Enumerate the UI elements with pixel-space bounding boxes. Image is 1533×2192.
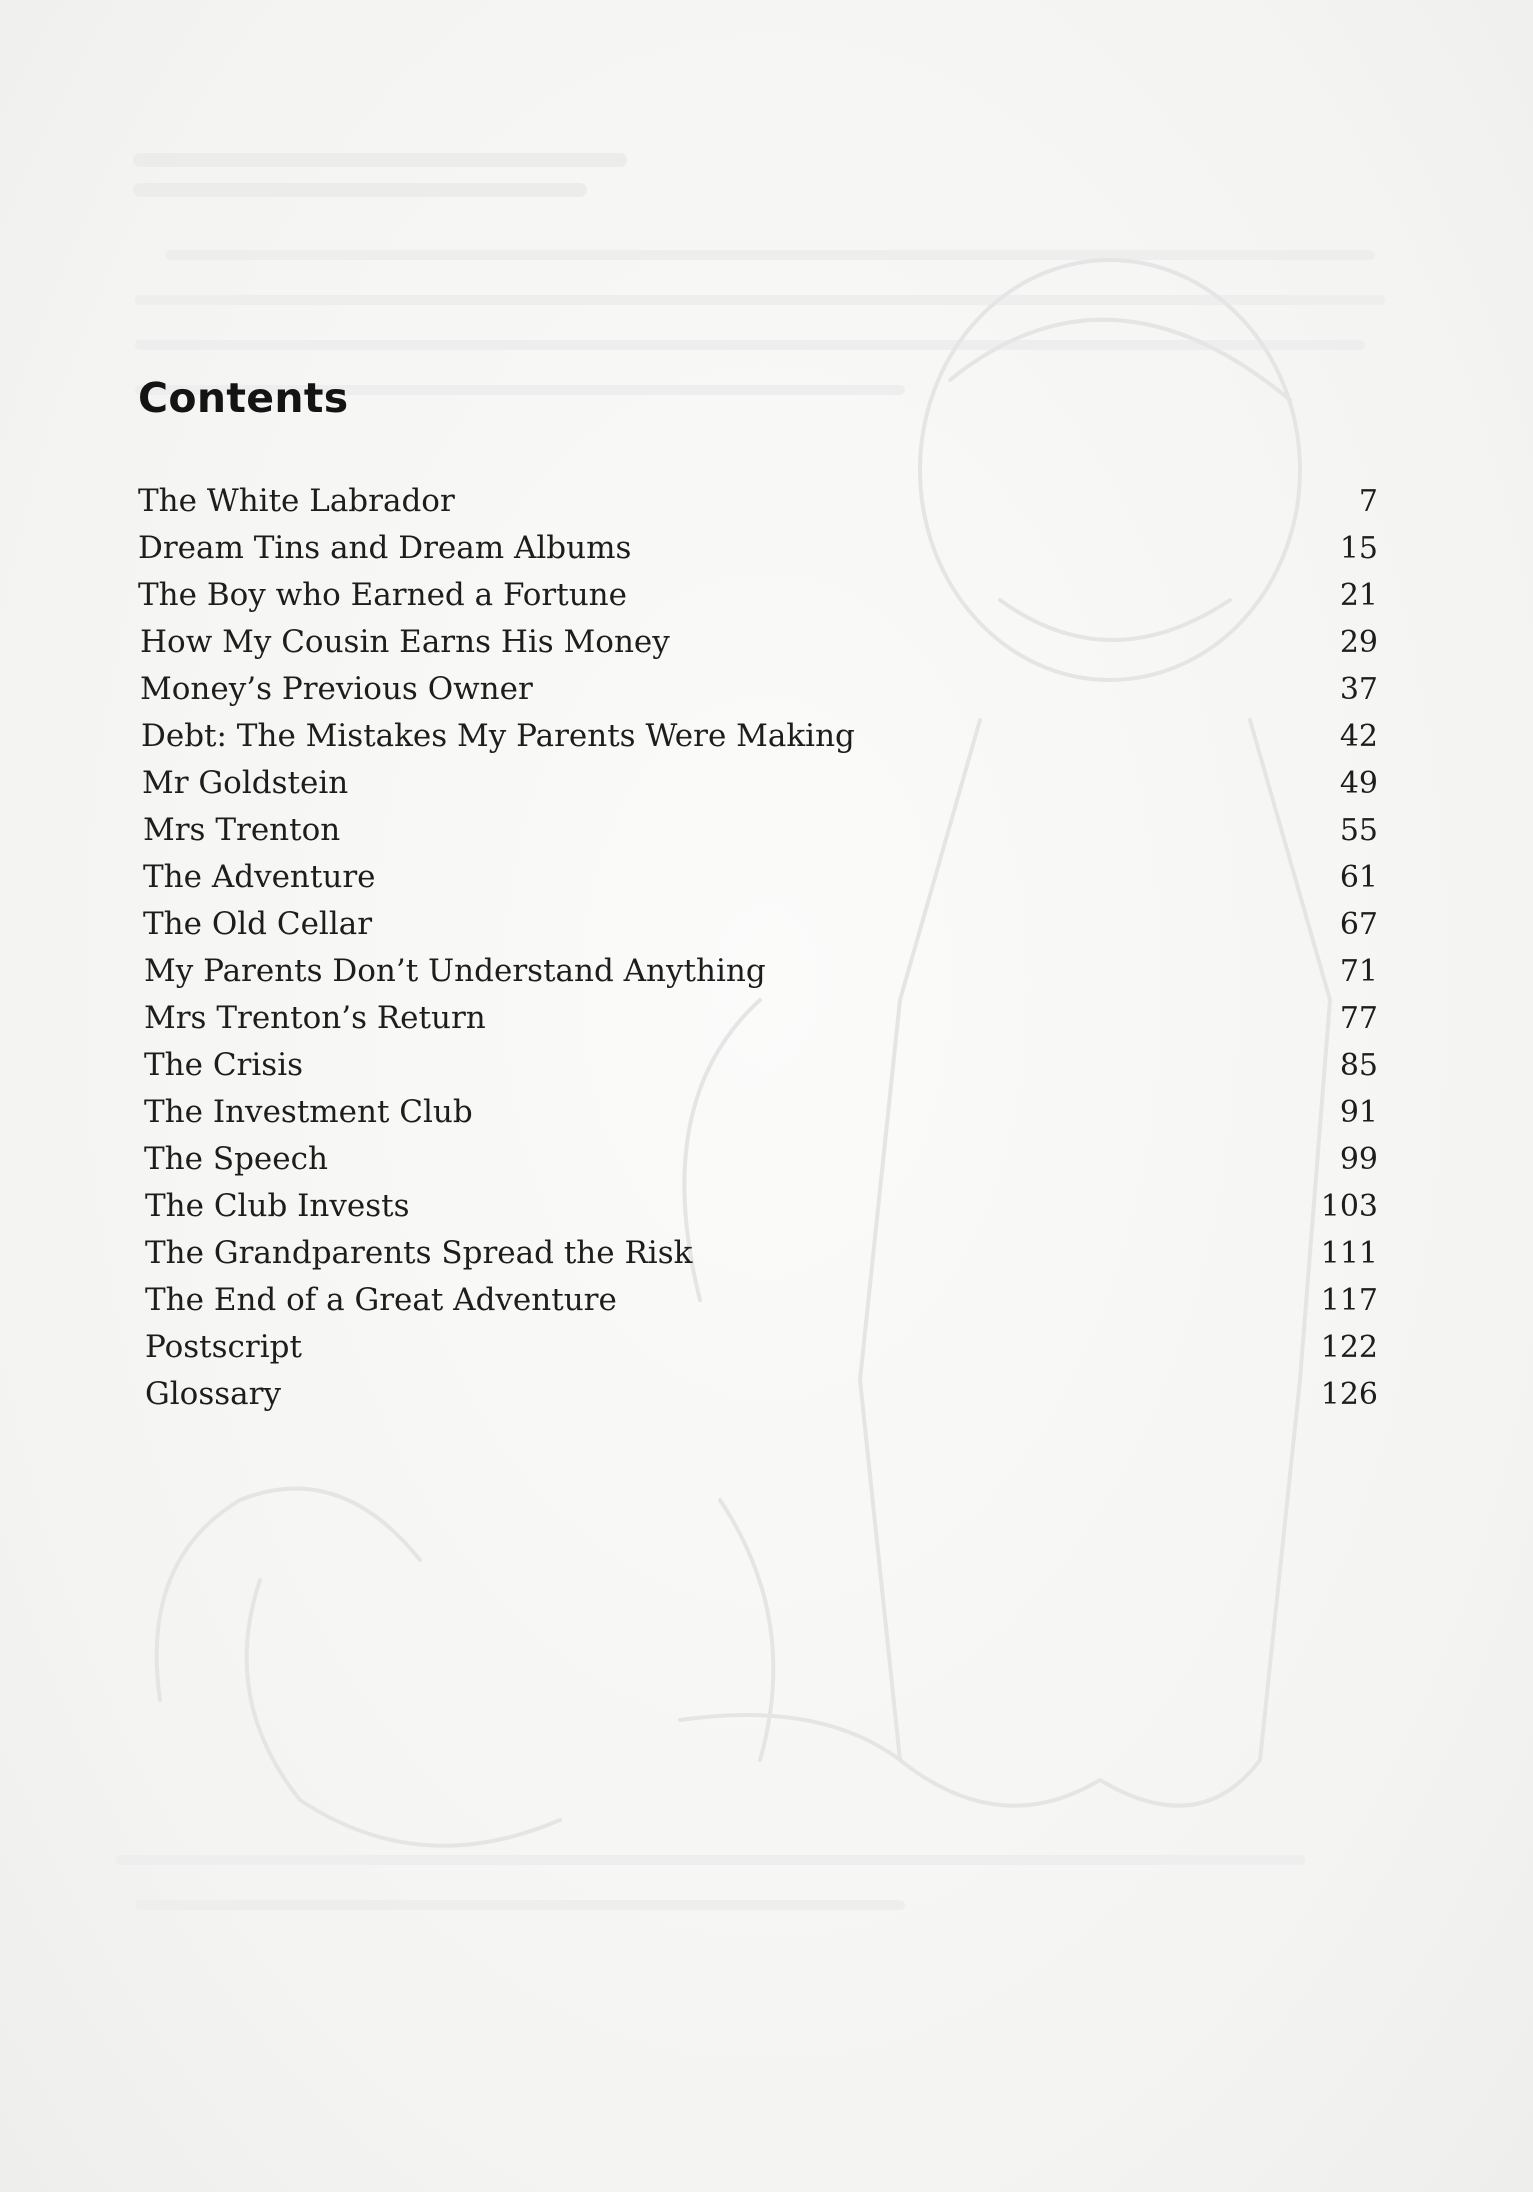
toc-entry-title: Dream Tins and Dream Albums <box>138 530 632 566</box>
toc-entry-page-number: 7 <box>1358 484 1378 519</box>
toc-entry-page-number: 77 <box>1339 1001 1378 1036</box>
toc-entry <box>138 1230 1378 1277</box>
toc-entry-page-number: 61 <box>1339 860 1378 895</box>
toc-entry-title: The Boy who Earned a Fortune <box>138 577 627 613</box>
table-of-contents <box>138 478 1378 1418</box>
toc-entry-page-number: 71 <box>1339 954 1378 989</box>
toc-entry-page-number: 91 <box>1339 1095 1378 1130</box>
toc-entry-title: Debt: The Mistakes My Parents Were Making <box>141 718 855 754</box>
toc-entry-title: Mrs Trenton’s Return <box>144 1000 486 1036</box>
toc-entry-page-number: 15 <box>1339 531 1378 566</box>
toc-entry-title: Money’s Previous Owner <box>140 671 533 707</box>
toc-entry-page-number: 85 <box>1339 1048 1378 1083</box>
toc-entry-title: The Old Cellar <box>143 906 373 942</box>
toc-entry-page-number: 103 <box>1320 1189 1378 1224</box>
toc-entry-title: The White Labrador <box>138 483 455 519</box>
toc-entry <box>138 995 1378 1042</box>
toc-entry-title: My Parents Don’t Understand Anything <box>144 953 766 989</box>
toc-entry-page-number: 122 <box>1320 1330 1378 1365</box>
toc-entry <box>138 1324 1378 1371</box>
toc-entry-page-number: 117 <box>1320 1283 1378 1318</box>
toc-entry <box>138 1277 1378 1324</box>
toc-entry <box>138 572 1378 619</box>
contents-heading: Contents <box>138 374 349 422</box>
toc-entry-title: The Speech <box>144 1141 328 1177</box>
toc-entry-title: How My Cousin Earns His Money <box>140 624 670 660</box>
toc-entry-page-number: 67 <box>1339 907 1378 942</box>
toc-entry-title: Glossary <box>145 1376 281 1412</box>
toc-entry-title: Mr Goldstein <box>142 765 349 801</box>
toc-entry <box>138 1183 1378 1230</box>
toc-entry <box>138 478 1378 525</box>
toc-entry-page-number: 42 <box>1339 719 1378 754</box>
toc-entry-title: Mrs Trenton <box>143 812 341 848</box>
toc-entry-page-number: 21 <box>1339 578 1378 613</box>
toc-entry-page-number: 37 <box>1339 672 1378 707</box>
toc-entry-title: The Adventure <box>143 859 376 895</box>
toc-entry <box>138 807 1378 854</box>
toc-entry-title: The End of a Great Adventure <box>145 1282 617 1318</box>
toc-entry-title: The Crisis <box>144 1047 304 1083</box>
toc-entry <box>138 713 1378 760</box>
toc-entry-title: The Investment Club <box>144 1094 473 1130</box>
toc-entry <box>138 619 1378 666</box>
toc-entry-page-number: 29 <box>1339 625 1378 660</box>
toc-entry <box>138 666 1378 713</box>
toc-entry-title: The Grandparents Spread the Risk <box>145 1235 693 1271</box>
toc-entry <box>138 1371 1378 1418</box>
toc-entry <box>138 901 1378 948</box>
toc-entry <box>138 525 1378 572</box>
toc-entry <box>138 1136 1378 1183</box>
toc-entry <box>138 1089 1378 1136</box>
toc-entry <box>138 1042 1378 1089</box>
toc-entry-title: The Club Invests <box>145 1188 410 1224</box>
toc-entry-page-number: 111 <box>1320 1236 1378 1271</box>
toc-entry <box>138 948 1378 995</box>
toc-entry-title: Postscript <box>145 1329 302 1365</box>
toc-entry-page-number: 126 <box>1320 1377 1378 1412</box>
toc-entry <box>138 760 1378 807</box>
toc-entry <box>138 854 1378 901</box>
toc-entry-page-number: 49 <box>1339 766 1378 801</box>
toc-entry-page-number: 99 <box>1339 1142 1378 1177</box>
toc-entry-page-number: 55 <box>1339 813 1378 848</box>
